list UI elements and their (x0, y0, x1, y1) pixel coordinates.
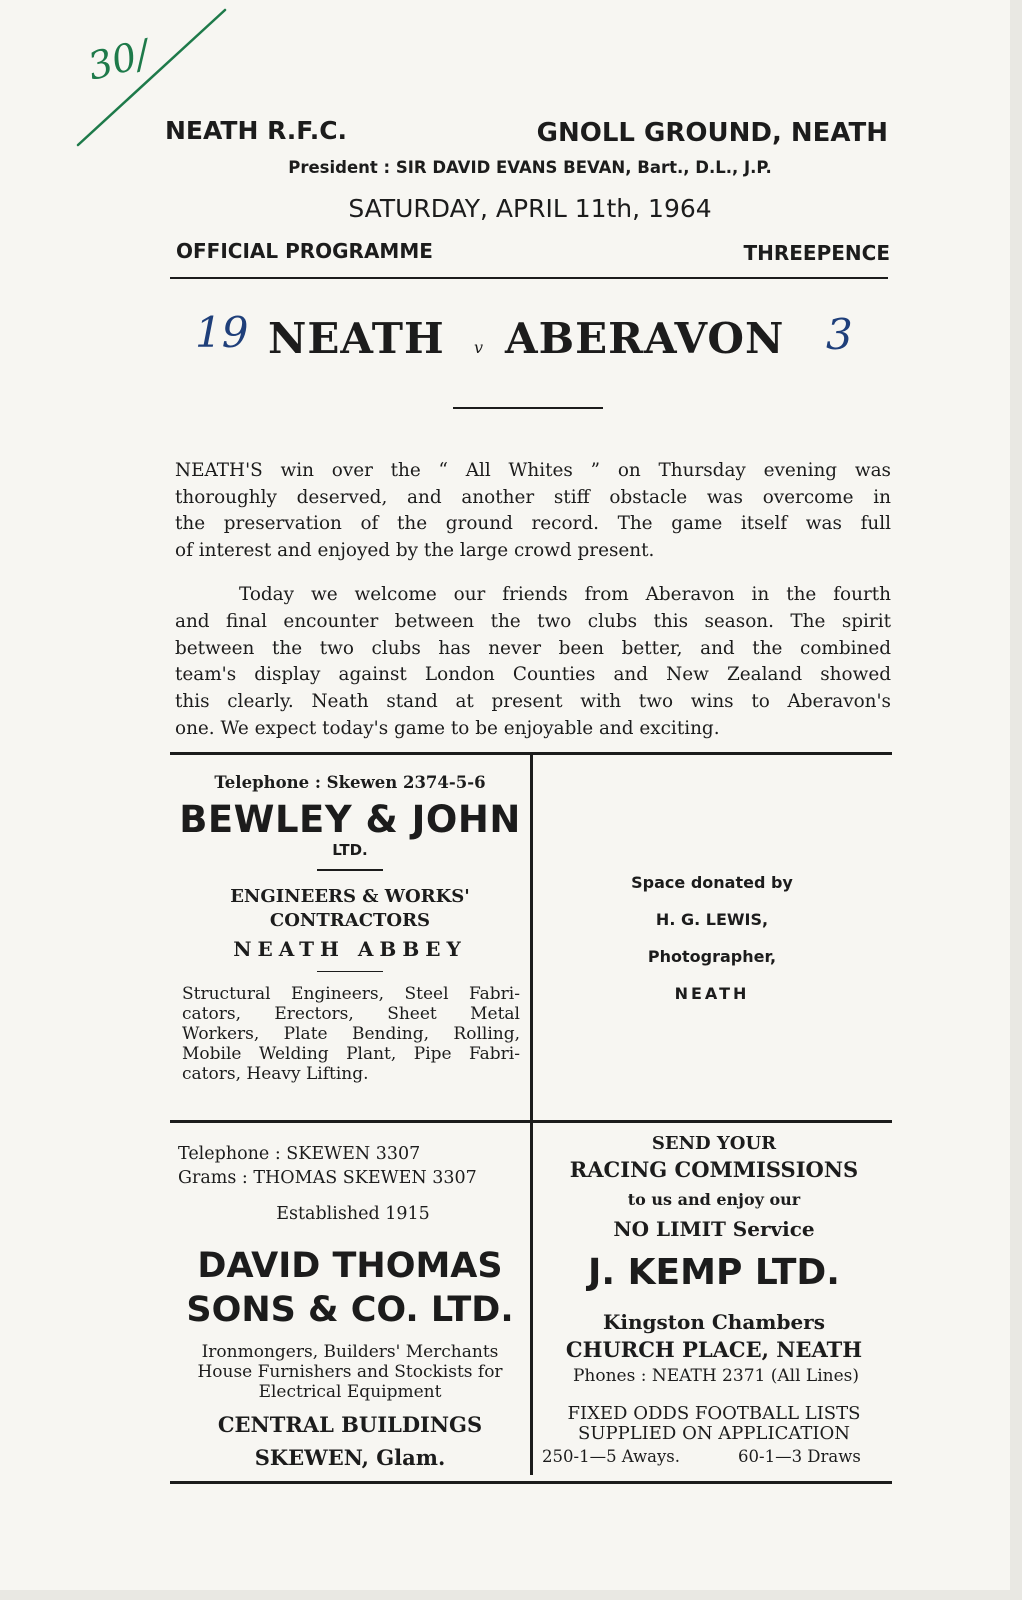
home-team: NEATH (268, 314, 445, 363)
programme-price: THREEPENCE (743, 241, 890, 265)
kemp-odds (534, 1404, 894, 1444)
kemp-name: J. KEMP LTD. (588, 1252, 840, 1293)
thomas-name (170, 1244, 530, 1332)
kemp-ad (534, 1133, 894, 1243)
article-line: Today we welcome our friends from Aberavon in the fourth (239, 584, 891, 605)
title-divider (453, 407, 603, 409)
article-line: the preservation of the ground record. The game itself was full (175, 513, 891, 534)
article-line: team's display against London Counties and New Zealand showed (175, 664, 891, 686)
services-line: Mobile Welding Plant, Pipe Fabri- (182, 1044, 520, 1064)
header-divider (170, 277, 888, 279)
services-line: Structural Engineers, Steel Fabri- (182, 984, 520, 1004)
ground-name: GNOLL GROUND, NEATH (536, 118, 888, 148)
article-line: thoroughly deserved, and another stiff obstacle was overcome in (175, 486, 891, 508)
article-line: NEATH'S win over the “ All Whites ” on Thursday evening was (175, 460, 891, 481)
article-line: of interest and enjoyed by the large crowd present. (175, 539, 655, 561)
article-line: and final encounter between the two clubs this season. The spirit (175, 610, 891, 632)
president-line: President : SIR DAVID EVANS BEVAN, Bart., D.L., J.P. (288, 158, 772, 177)
article-line: between the two clubs has never been better, and the combined (175, 637, 891, 659)
lewis-role: Photographer, (647, 947, 777, 966)
official-programme: OFFICIAL PROGRAMME (176, 239, 433, 263)
thomas-established: Established 1915 (276, 1204, 430, 1224)
away-team: ABERAVON (505, 314, 785, 363)
kemp-odds-draws: 60-1—3 Draws (738, 1447, 861, 1466)
bewley-line2: CONTRACTORS (269, 909, 431, 931)
thomas-grams: Grams : THOMAS SKEWEN 3307 (178, 1168, 477, 1188)
thomas-desc-line: House Furnishers and Stockists for (197, 1362, 503, 1382)
thomas-desc-line: Ironmongers, Builders' Merchants (201, 1342, 499, 1362)
article-paragraph-1 (175, 458, 891, 564)
ad-grid-bottom (170, 1481, 892, 1484)
kemp-line2: RACING COMMISSIONS (569, 1157, 859, 1182)
kemp-line1: SEND YOUR (651, 1133, 777, 1154)
ad-grid-vertical (530, 755, 533, 1475)
versus: v (474, 338, 484, 357)
services-line: Workers, Plate Bending, Rolling, (182, 1024, 520, 1044)
lewis-name: H. G. LEWIS, (655, 910, 769, 929)
thomas-desc-line: Electrical Equipment (258, 1382, 442, 1402)
kemp-odds-aways: 250-1—5 Aways. (542, 1447, 680, 1466)
thomas-address1: CENTRAL BUILDINGS (217, 1412, 483, 1437)
kemp-address (534, 1308, 894, 1364)
article-line: this clearly. Neath stand at present with two wins to Aberavon's (175, 691, 891, 713)
bewley-divider (317, 971, 383, 973)
thomas-ad (178, 1142, 528, 1226)
article-paragraph-2 (175, 582, 891, 743)
kemp-odds2: SUPPLIED ON APPLICATION (577, 1423, 850, 1444)
bewley-divider (317, 869, 383, 871)
home-score: 19 (195, 308, 249, 357)
away-score: 3 (826, 310, 853, 359)
article-line: one. We expect today's game to be enjoyable and exciting. (175, 717, 720, 739)
club-name: NEATH R.F.C. (165, 116, 348, 145)
thomas-address2: SKEWEN, Glam. (254, 1445, 446, 1470)
kemp-phones: Phones : NEATH 2371 (All Lines) (572, 1366, 860, 1386)
bewley-location: NEATH ABBEY (233, 936, 467, 961)
lewis-line1: Space donated by (631, 873, 793, 892)
lewis-town: NEATH (674, 984, 750, 1003)
bewley-services (182, 984, 520, 1084)
lewis-ad (534, 873, 890, 1003)
bewley-john-ad (172, 773, 528, 1084)
thomas-name2: SONS & CO. LTD. (186, 1290, 514, 1330)
services-line: cators, Heavy Lifting. (182, 1064, 369, 1084)
services-line: cators, Erectors, Sheet Metal (182, 1004, 520, 1024)
bewley-ltd: LTD. (332, 841, 368, 859)
thomas-telephone: Telephone : SKEWEN 3307 (178, 1144, 421, 1164)
kemp-line4: NO LIMIT Service (613, 1217, 815, 1241)
kemp-line3: to us and enjoy our (627, 1190, 801, 1209)
thomas-description (172, 1342, 528, 1402)
thomas-name1: DAVID THOMAS (197, 1246, 503, 1286)
bewley-line1: ENGINEERS & WORKS' (230, 885, 470, 907)
kemp-odds1: FIXED ODDS FOOTBALL LISTS (567, 1403, 861, 1424)
bewley-name: BEWLEY & JOHN (179, 798, 521, 841)
bewley-telephone: Telephone : Skewen 2374-5-6 (214, 773, 486, 792)
thomas-address (172, 1408, 528, 1474)
ad-grid-middle (170, 1120, 892, 1123)
kemp-address2: CHURCH PLACE, NEATH (565, 1337, 863, 1362)
handwritten-price: 30/ (83, 31, 154, 89)
match-date: SATURDAY, APRIL 11th, 1964 (348, 194, 712, 223)
kemp-address1: Kingston Chambers (603, 1310, 825, 1334)
